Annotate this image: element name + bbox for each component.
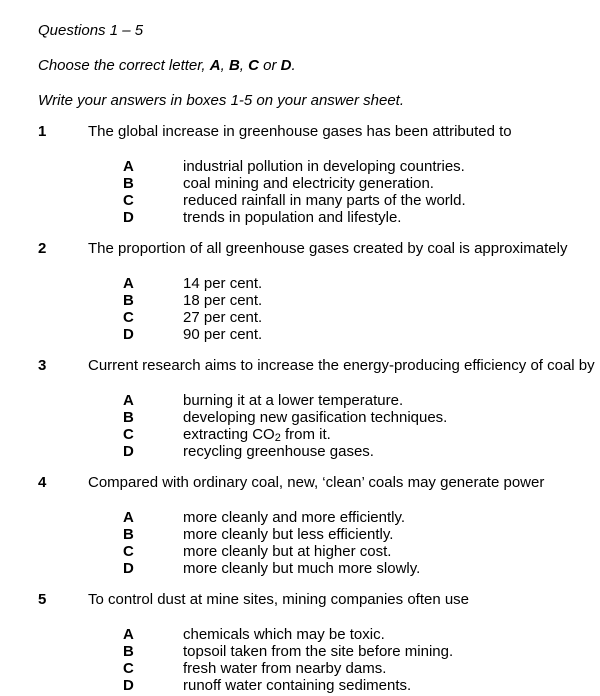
question-3-stem: Current research aims to increase the energy-producing efficiency of coal by (88, 357, 595, 374)
separator: , (239, 57, 249, 74)
question-4 (38, 474, 590, 577)
option-text: burning it at a lower temperature. (183, 392, 404, 409)
question-1 (38, 123, 590, 226)
question-5-options (38, 626, 590, 694)
question-4-option-b (123, 526, 590, 543)
question-5-option-b (123, 643, 590, 660)
option-letter: D (123, 443, 134, 460)
instruction-text: Choose the correct letter, (38, 57, 210, 74)
question-1-stem-row (38, 123, 590, 140)
letter-c-label: C (248, 57, 259, 74)
option-letter: B (123, 409, 134, 426)
question-1-option-d (123, 209, 590, 226)
question-1-option-a (123, 158, 590, 175)
option-letter: C (123, 192, 134, 209)
option-text-part: from it. (280, 426, 331, 443)
question-1-stem: The global increase in greenhouse gases has been attributed to (88, 123, 512, 140)
question-3-stem-row (38, 357, 595, 374)
question-5-number: 5 (38, 591, 47, 608)
question-3-number: 3 (38, 357, 47, 374)
question-3-option-d (123, 443, 590, 460)
option-text: more cleanly but at higher cost. (183, 543, 392, 560)
option-text: coal mining and electricity generation. (183, 175, 434, 192)
option-text: trends in population and lifestyle. (183, 209, 402, 226)
question-5-option-d (123, 677, 590, 694)
question-2-option-b (123, 292, 590, 309)
option-text-part: extracting CO (183, 426, 275, 443)
co2-subscript: 2 (274, 432, 281, 444)
option-text: topsoil taken from the site before mining. (183, 643, 454, 660)
option-letter: A (123, 275, 134, 292)
period: . (291, 57, 296, 74)
option-text: chemicals which may be toxic. (183, 626, 385, 643)
option-text: recycling greenhouse gases. (183, 443, 374, 460)
option-text: reduced rainfall in many parts of the world. (183, 192, 466, 209)
question-2-number: 2 (38, 240, 47, 257)
question-4-stem-row (38, 474, 590, 491)
letter-b-label: B (228, 57, 240, 74)
question-5 (38, 591, 590, 694)
option-letter: D (123, 560, 134, 577)
option-letter: C (123, 309, 134, 326)
option-letter: D (123, 209, 134, 226)
option-text: developing new gasification techniques. (183, 409, 448, 426)
question-1-number: 1 (38, 123, 47, 140)
option-letter: A (123, 158, 134, 175)
option-letter: C (123, 426, 134, 443)
question-1-option-c (123, 192, 590, 209)
option-letter: B (123, 175, 134, 192)
question-2-option-d (123, 326, 590, 343)
option-letter: B (123, 643, 134, 660)
question-2-stem: The proportion of all greenhouse gases created by coal is approximately (88, 240, 568, 257)
separator: , (220, 57, 229, 74)
question-4-option-a (123, 509, 590, 526)
option-letter: A (123, 392, 134, 409)
option-text: more cleanly but much more slowly. (183, 560, 421, 577)
question-5-option-a (123, 626, 590, 643)
question-4-option-d (123, 560, 590, 577)
question-5-option-c (123, 660, 590, 677)
option-text: runoff water containing sediments. (183, 677, 412, 694)
instruction-write-answers: Write your answers in boxes 1-5 on your answer sheet. (38, 92, 404, 109)
option-letter: D (123, 677, 134, 694)
option-letter: D (123, 326, 134, 343)
option-text: fresh water from nearby dams. (183, 660, 387, 677)
letter-a-label: A (209, 57, 221, 74)
question-4-option-c (123, 543, 590, 560)
letter-d-label: D (280, 57, 292, 74)
question-2-options (38, 275, 590, 343)
separator: or (258, 57, 281, 74)
option-text: 14 per cent. (183, 275, 263, 292)
question-2 (38, 240, 590, 343)
option-letter: A (123, 509, 134, 526)
option-text: 90 per cent. (183, 326, 263, 343)
question-3-option-b (123, 409, 590, 426)
question-2-option-a (123, 275, 590, 292)
question-3-option-a (123, 392, 590, 409)
question-5-stem-row (38, 591, 590, 608)
question-1-option-b (123, 175, 590, 192)
question-5-stem: To control dust at mine sites, mining companies often use (88, 591, 470, 608)
option-text: more cleanly and more efficiently. (183, 509, 406, 526)
option-letter: A (123, 626, 134, 643)
question-1-options (38, 158, 590, 226)
instruction-choose-letter (38, 57, 590, 74)
question-2-option-c (123, 309, 590, 326)
question-3 (38, 357, 595, 460)
question-3-options (38, 392, 590, 460)
option-text (183, 426, 331, 443)
question-3-option-c (123, 426, 590, 443)
option-letter: B (123, 292, 134, 309)
option-text: more cleanly but less efficiently. (183, 526, 394, 543)
question-4-options (38, 509, 590, 577)
section-heading: Questions 1 – 5 (38, 22, 144, 39)
option-text: 27 per cent. (183, 309, 263, 326)
question-4-number: 4 (38, 474, 47, 491)
option-letter: C (123, 543, 134, 560)
question-2-stem-row (38, 240, 590, 257)
option-text: 18 per cent. (183, 292, 263, 309)
option-letter: C (123, 660, 134, 677)
option-text: industrial pollution in developing countries. (183, 158, 465, 175)
question-4-stem: Compared with ordinary coal, new, ‘clean’ coals may generate power (88, 474, 545, 491)
option-letter: B (123, 526, 134, 543)
